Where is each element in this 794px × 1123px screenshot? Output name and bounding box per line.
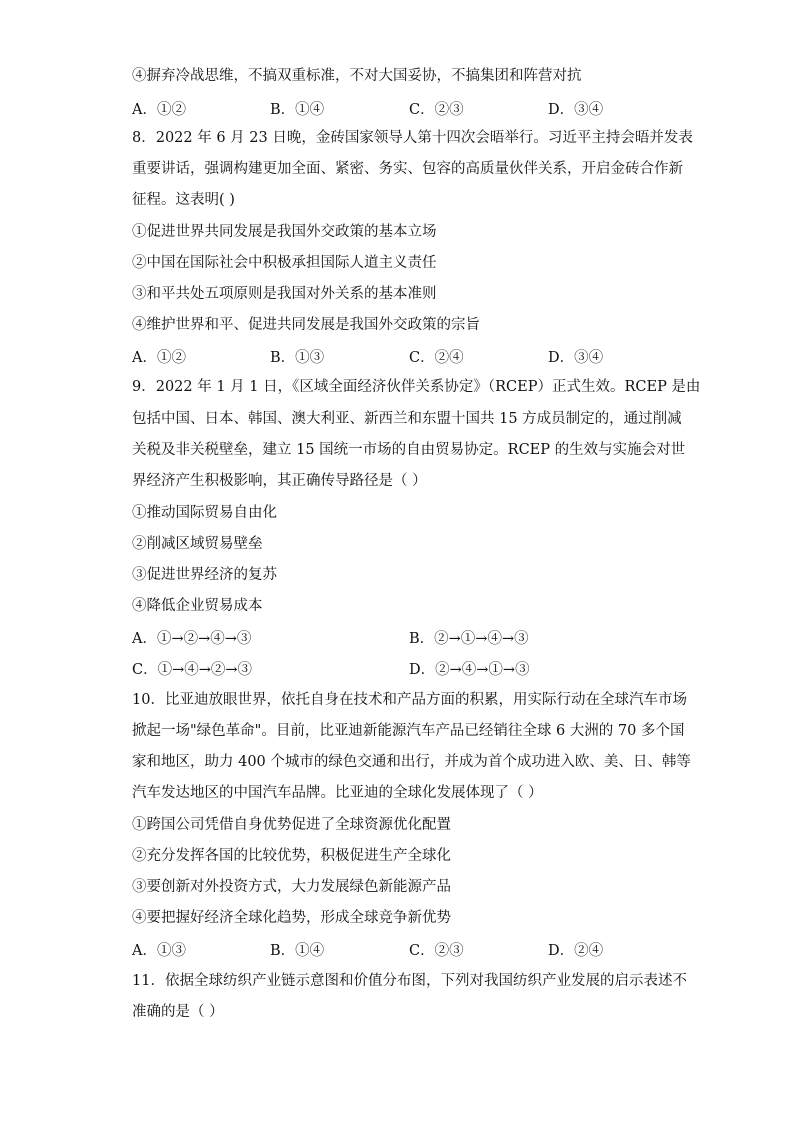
q9-option-b[interactable]: B．②→①→④→③ [409, 631, 529, 647]
q8-stem-line-3: 征程。这表明( ) [132, 192, 235, 208]
q7-options [132, 98, 692, 118]
q10-stem-line-2: 掀起一场"绿色革命"。目前，比亚迪新能源汽车产品已经销往全球 6 大洲的 70 多个国 [132, 723, 685, 739]
q8-item-2: ②中国在国际社会中积极承担国际人道主义责任 [132, 255, 437, 271]
q9-stem-line-4: 界经济产生积极影响，其正确传导路径是（ ） [132, 473, 427, 489]
q10-option-a[interactable]: A．①③ [132, 943, 186, 959]
q9-item-1: ①推动国际贸易自由化 [132, 505, 277, 521]
q8-item-3: ③和平共处五项原则是我国对外关系的基本准则 [132, 286, 437, 302]
q8-item-4: ④维护世界和平、促进共同发展是我国外交政策的宗旨 [132, 317, 480, 333]
q7-option-c[interactable]: C．②③ [409, 102, 464, 118]
q9-option-c[interactable]: C．①→④→②→③ [132, 662, 253, 678]
q9-options-row-1 [132, 627, 692, 647]
q11-stem-line-2: 准确的是（ ） [132, 1004, 224, 1020]
q8-option-d[interactable]: D．③④ [548, 350, 604, 366]
q7-option-b[interactable]: B．①④ [270, 102, 325, 118]
q8-options [132, 346, 692, 366]
q10-option-b[interactable]: B．①④ [270, 943, 325, 959]
q10-options [132, 939, 692, 959]
q9-stem-line-3: 关税及非关税壁垒，建立 15 国统一市场的自由贸易协定。RCEP 的生效与实施会对世 [132, 442, 686, 458]
q10-option-c[interactable]: C．②③ [409, 943, 464, 959]
q10-item-4: ④要把握好经济全球化趋势，形成全球竞争新优势 [132, 910, 451, 926]
q10-stem-line-4: 汽车发达地区的中国汽车品牌。比亚迪的全球化发展体现了（ ） [132, 785, 543, 801]
q9-options-row-2 [132, 658, 692, 678]
q8-option-a[interactable]: A．①② [132, 350, 186, 366]
q8-stem-line-1: 8．2022 年 6 月 23 日晚，金砖国家领导人第十四次会晤举行。习近平主持会晤并发表 [132, 130, 693, 146]
q10-item-2: ②充分发挥各国的比较优势，积极促进生产全球化 [132, 848, 451, 864]
q10-stem-line-1: 10．比亚迪放眼世界，依托自身在技术和产品方面的积累，用实际行动在全球汽车市场 [132, 692, 687, 708]
q10-stem-line-3: 家和地区，助力 400 个城市的绿色交通和出行，并成为首个成功进入欧、美、日、韩等 [132, 754, 691, 770]
q11-stem-line-1: 11．依据全球纺织产业链示意图和价值分布图，下列对我国纺织产业发展的启示表述不 [132, 973, 687, 989]
q7-option-a[interactable]: A．①② [132, 102, 186, 118]
q8-item-1: ①促进世界共同发展是我国外交政策的基本立场 [132, 224, 437, 240]
q8-option-b[interactable]: B．①③ [270, 350, 325, 366]
q9-stem-line-2: 包括中国、日本、韩国、澳大利亚、新西兰和东盟十国共 15 方成员制定的，通过削减 [132, 411, 682, 427]
q9-item-2: ②削减区域贸易壁垒 [132, 536, 263, 552]
q7-item-4: ④摒弃冷战思维，不搞双重标准，不对大国妥协，不搞集团和阵营对抗 [132, 68, 582, 84]
q10-item-1: ①跨国公司凭借自身优势促进了全球资源优化配置 [132, 817, 451, 833]
q10-item-3: ③要创新对外投资方式，大力发展绿色新能源产品 [132, 879, 451, 895]
q9-item-3: ③促进世界经济的复苏 [132, 567, 277, 583]
q9-stem-line-1: 9．2022 年 1 月 1 日，《区域全面经济伙伴关系协定》（RCEP）正式生效。RCEP 是由 [132, 379, 701, 395]
q10-option-d[interactable]: D．②④ [548, 943, 604, 959]
q8-stem-line-2: 重要讲话，强调构建更加全面、紧密、务实、包容的高质量伙伴关系，开启金砖合作新 [132, 161, 683, 177]
q8-option-c[interactable]: C．②④ [409, 350, 464, 366]
q9-item-4: ④降低企业贸易成本 [132, 598, 263, 614]
q9-option-a[interactable]: A．①→②→④→③ [132, 631, 252, 647]
q7-option-d[interactable]: D．③④ [548, 102, 604, 118]
q9-option-d[interactable]: D．②→④→①→③ [409, 662, 530, 678]
